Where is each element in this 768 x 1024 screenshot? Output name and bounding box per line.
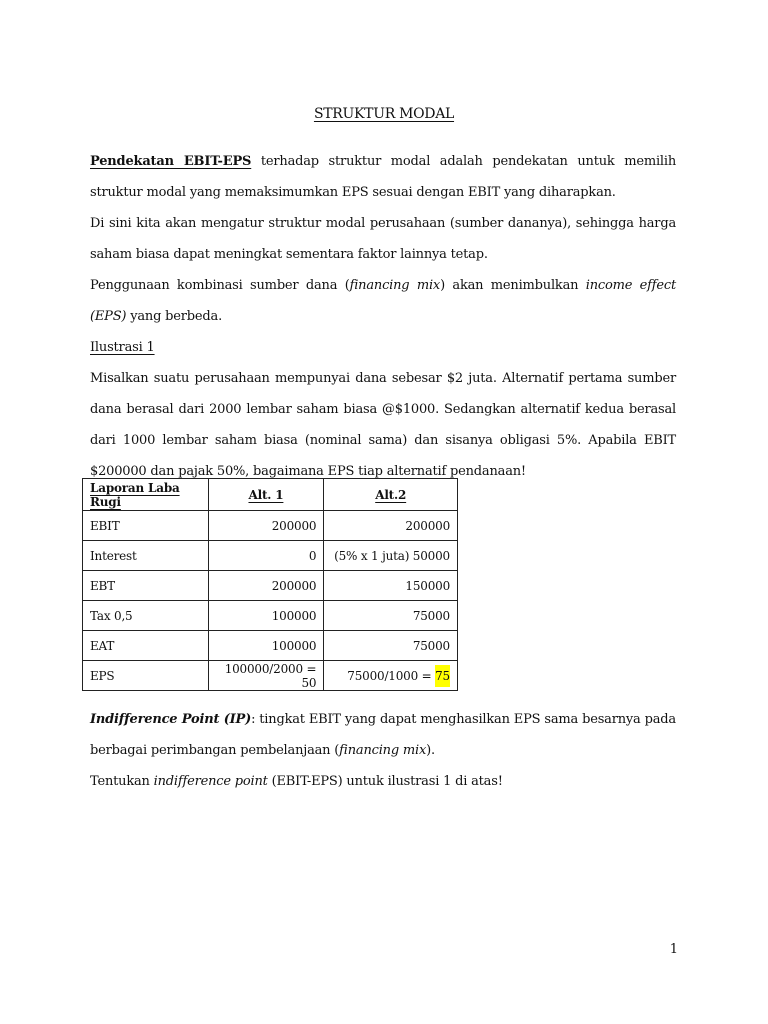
- table-row: [83, 571, 458, 601]
- italic-financing-mix: financing mix: [349, 278, 441, 293]
- row-label: Interest: [83, 541, 209, 571]
- term-indifference-point: Indifference Point (IP): [90, 712, 252, 727]
- header-laporan: Laporan Laba Rugi: [83, 479, 209, 511]
- paragraph-indifference-point: [90, 704, 676, 766]
- italic-indifference-point: indifference point: [153, 774, 268, 789]
- text-fragment: (EBIT-EPS) untuk ilustrasi 1 di atas!: [267, 774, 503, 789]
- alt2-value: [324, 661, 458, 691]
- row-label: EAT: [83, 631, 209, 661]
- header-alt2: Alt.2: [324, 479, 458, 511]
- income-statement-table: [82, 478, 458, 691]
- table-row: [83, 631, 458, 661]
- row-label: EPS: [83, 661, 209, 691]
- alt1-value: 200000: [208, 511, 324, 541]
- text-fragment: ).: [426, 743, 435, 758]
- indifference-section: [90, 704, 676, 797]
- alt2-value: (5% x 1 juta) 50000: [324, 541, 458, 571]
- paragraph-capital-structure: Di sini kita akan mengatur struktur modal perusahaan (sumber dananya), sehingga harga saham biasa dapat meningkat sementara faktor lainnya tetap.: [90, 216, 676, 262]
- alt1-value: 0: [208, 541, 324, 571]
- table-row: [83, 541, 458, 571]
- term-ebit-eps: Pendekatan EBIT-EPS: [90, 154, 252, 169]
- page-title: STRUKTUR MODAL: [313, 106, 455, 122]
- text-fragment: : tingkat EBIT yang dapat menghasilkan EPS sama besarnya pada berbagai perimbangan pembelanjaan (: [90, 712, 676, 758]
- text-fragment: yang berbeda.: [126, 309, 222, 324]
- alt1-value: 200000: [208, 571, 324, 601]
- paragraph-financing-mix: [90, 270, 676, 332]
- text-fragment: ) akan menimbulkan: [440, 278, 586, 293]
- intro-section: [90, 146, 676, 487]
- page-number: 1: [669, 942, 678, 957]
- header-alt1: Alt. 1: [208, 479, 324, 511]
- alt2-value: 200000: [324, 511, 458, 541]
- alt2-value: 75000: [324, 631, 458, 661]
- alt2-value: 150000: [324, 571, 458, 601]
- row-label: EBT: [83, 571, 209, 601]
- row-label: Tax 0,5: [83, 601, 209, 631]
- italic-income-effect: income effect (EPS): [90, 278, 676, 324]
- table-row: [83, 511, 458, 541]
- alt1-value: 100000: [208, 601, 324, 631]
- table-row: [83, 661, 458, 691]
- eps-formula: 75000/1000 =: [347, 668, 436, 683]
- illustration-heading: Ilustrasi 1: [90, 340, 155, 355]
- paragraph-text: terhadap struktur modal adalah pendekatan untuk memilih struktur modal yang memaksimumkan EPS sesuai dengan EBIT yang diharapkan.: [90, 154, 677, 200]
- text-fragment: Penggunaan kombinasi sumber dana (: [90, 278, 350, 293]
- paragraph-illustration: Misalkan suatu perusahaan mempunyai dana sebesar $2 juta. Alternatif pertama sumber dana berasal dari 2000 lembar saham biasa @$1000. Sedangkan alternatif kedua berasal dari 1000 lembar saham biasa (nominal sama) dan sisanya obligasi 5%. Apabila EBIT $200000 dan pajak 50%, bagaimana EPS tiap alternatif pendanaan!: [90, 371, 676, 479]
- paragraph-ebit-eps-approach: [90, 146, 676, 208]
- alt1-value: 100000: [208, 631, 324, 661]
- table-header-row: [83, 479, 458, 511]
- table-row: [83, 601, 458, 631]
- alt2-value: 75000: [324, 601, 458, 631]
- paragraph-task: [90, 766, 676, 797]
- row-label: EBIT: [83, 511, 209, 541]
- italic-financing-mix: financing mix: [339, 743, 427, 758]
- alt1-value: 100000/2000 = 50: [208, 661, 324, 691]
- highlighted-eps-value: 75: [435, 665, 450, 687]
- text-fragment: Tentukan: [90, 774, 154, 789]
